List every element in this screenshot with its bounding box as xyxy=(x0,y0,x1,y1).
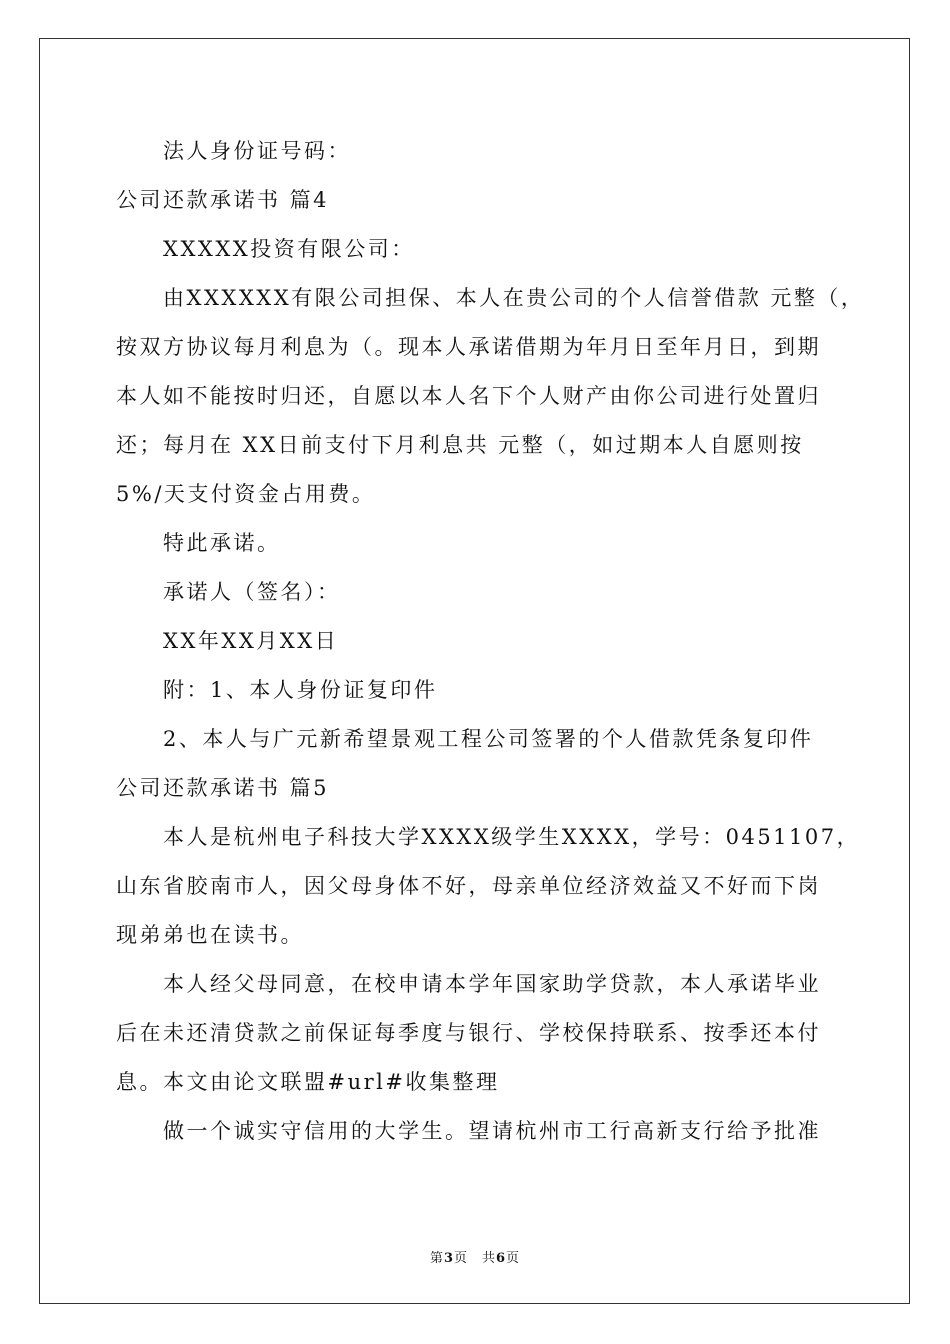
paragraph-line: 息。本文由论文联盟#url#收集整理 xyxy=(116,1070,500,1094)
paragraph-line: 还；每月在 XX日前支付下月利息共 元整（，如过期本人自愿则按 xyxy=(116,433,804,457)
page-footer xyxy=(0,1247,950,1266)
closing-line: 特此承诺。 xyxy=(163,531,281,555)
current-page-number: 3 xyxy=(443,1251,454,1266)
section-heading: 公司还款承诺书 篇5 xyxy=(116,776,330,800)
date-line: XX年XX月XX日 xyxy=(163,629,339,653)
attachment-line: 2、本人与广元新希望景观工程公司签署的个人借款凭条复印件 xyxy=(163,727,814,751)
footer-prefix: 第 xyxy=(429,1251,444,1266)
attachment-line: 附：1、本人身份证复印件 xyxy=(163,678,438,702)
paragraph-line: 后在未还清贷款之前保证每季度与银行、学校保持联系、按季还本付 xyxy=(116,1021,821,1045)
paragraph-line: 山东省胶南市人，因父母身体不好，母亲单位经济效益又不好而下岗 xyxy=(116,874,821,898)
document-body xyxy=(116,127,865,1156)
footer-mid: 页 共 xyxy=(453,1251,496,1266)
footer-suffix: 页 xyxy=(506,1251,521,1266)
signature-line: 承诺人（签名）： xyxy=(163,580,341,604)
paragraph-line: 本人是杭州电子科技大学XXXX级学生XXXX，学号：0451107， xyxy=(163,825,861,849)
paragraph-line: 5%/天支付资金占用费。 xyxy=(116,482,376,506)
paragraph-line: 本人经父母同意，在校申请本学年国家助学贷款，本人承诺毕业 xyxy=(163,972,821,996)
text-line: 法人身份证号码： xyxy=(163,139,351,163)
paragraph-line: 现弟弟也在读书。 xyxy=(116,923,304,947)
paragraph-line: 按双方协议每月利息为（。现本人承诺借期为年月日至年月日，到期 xyxy=(116,335,821,359)
paragraph-line: 做一个诚实守信用的大学生。望请杭州市工行高新支行给予批准 xyxy=(163,1119,821,1143)
section-heading: 公司还款承诺书 篇4 xyxy=(116,188,330,212)
total-page-number: 6 xyxy=(496,1251,507,1266)
paragraph-line: 由XXXXXX有限公司担保、本人在贵公司的个人信誉借款 元整（， xyxy=(163,286,865,310)
paragraph-line: 本人如不能按时归还，自愿以本人名下个人财产由你公司进行处置归 xyxy=(116,384,821,408)
addressee: XXXXX投资有限公司： xyxy=(163,237,415,261)
